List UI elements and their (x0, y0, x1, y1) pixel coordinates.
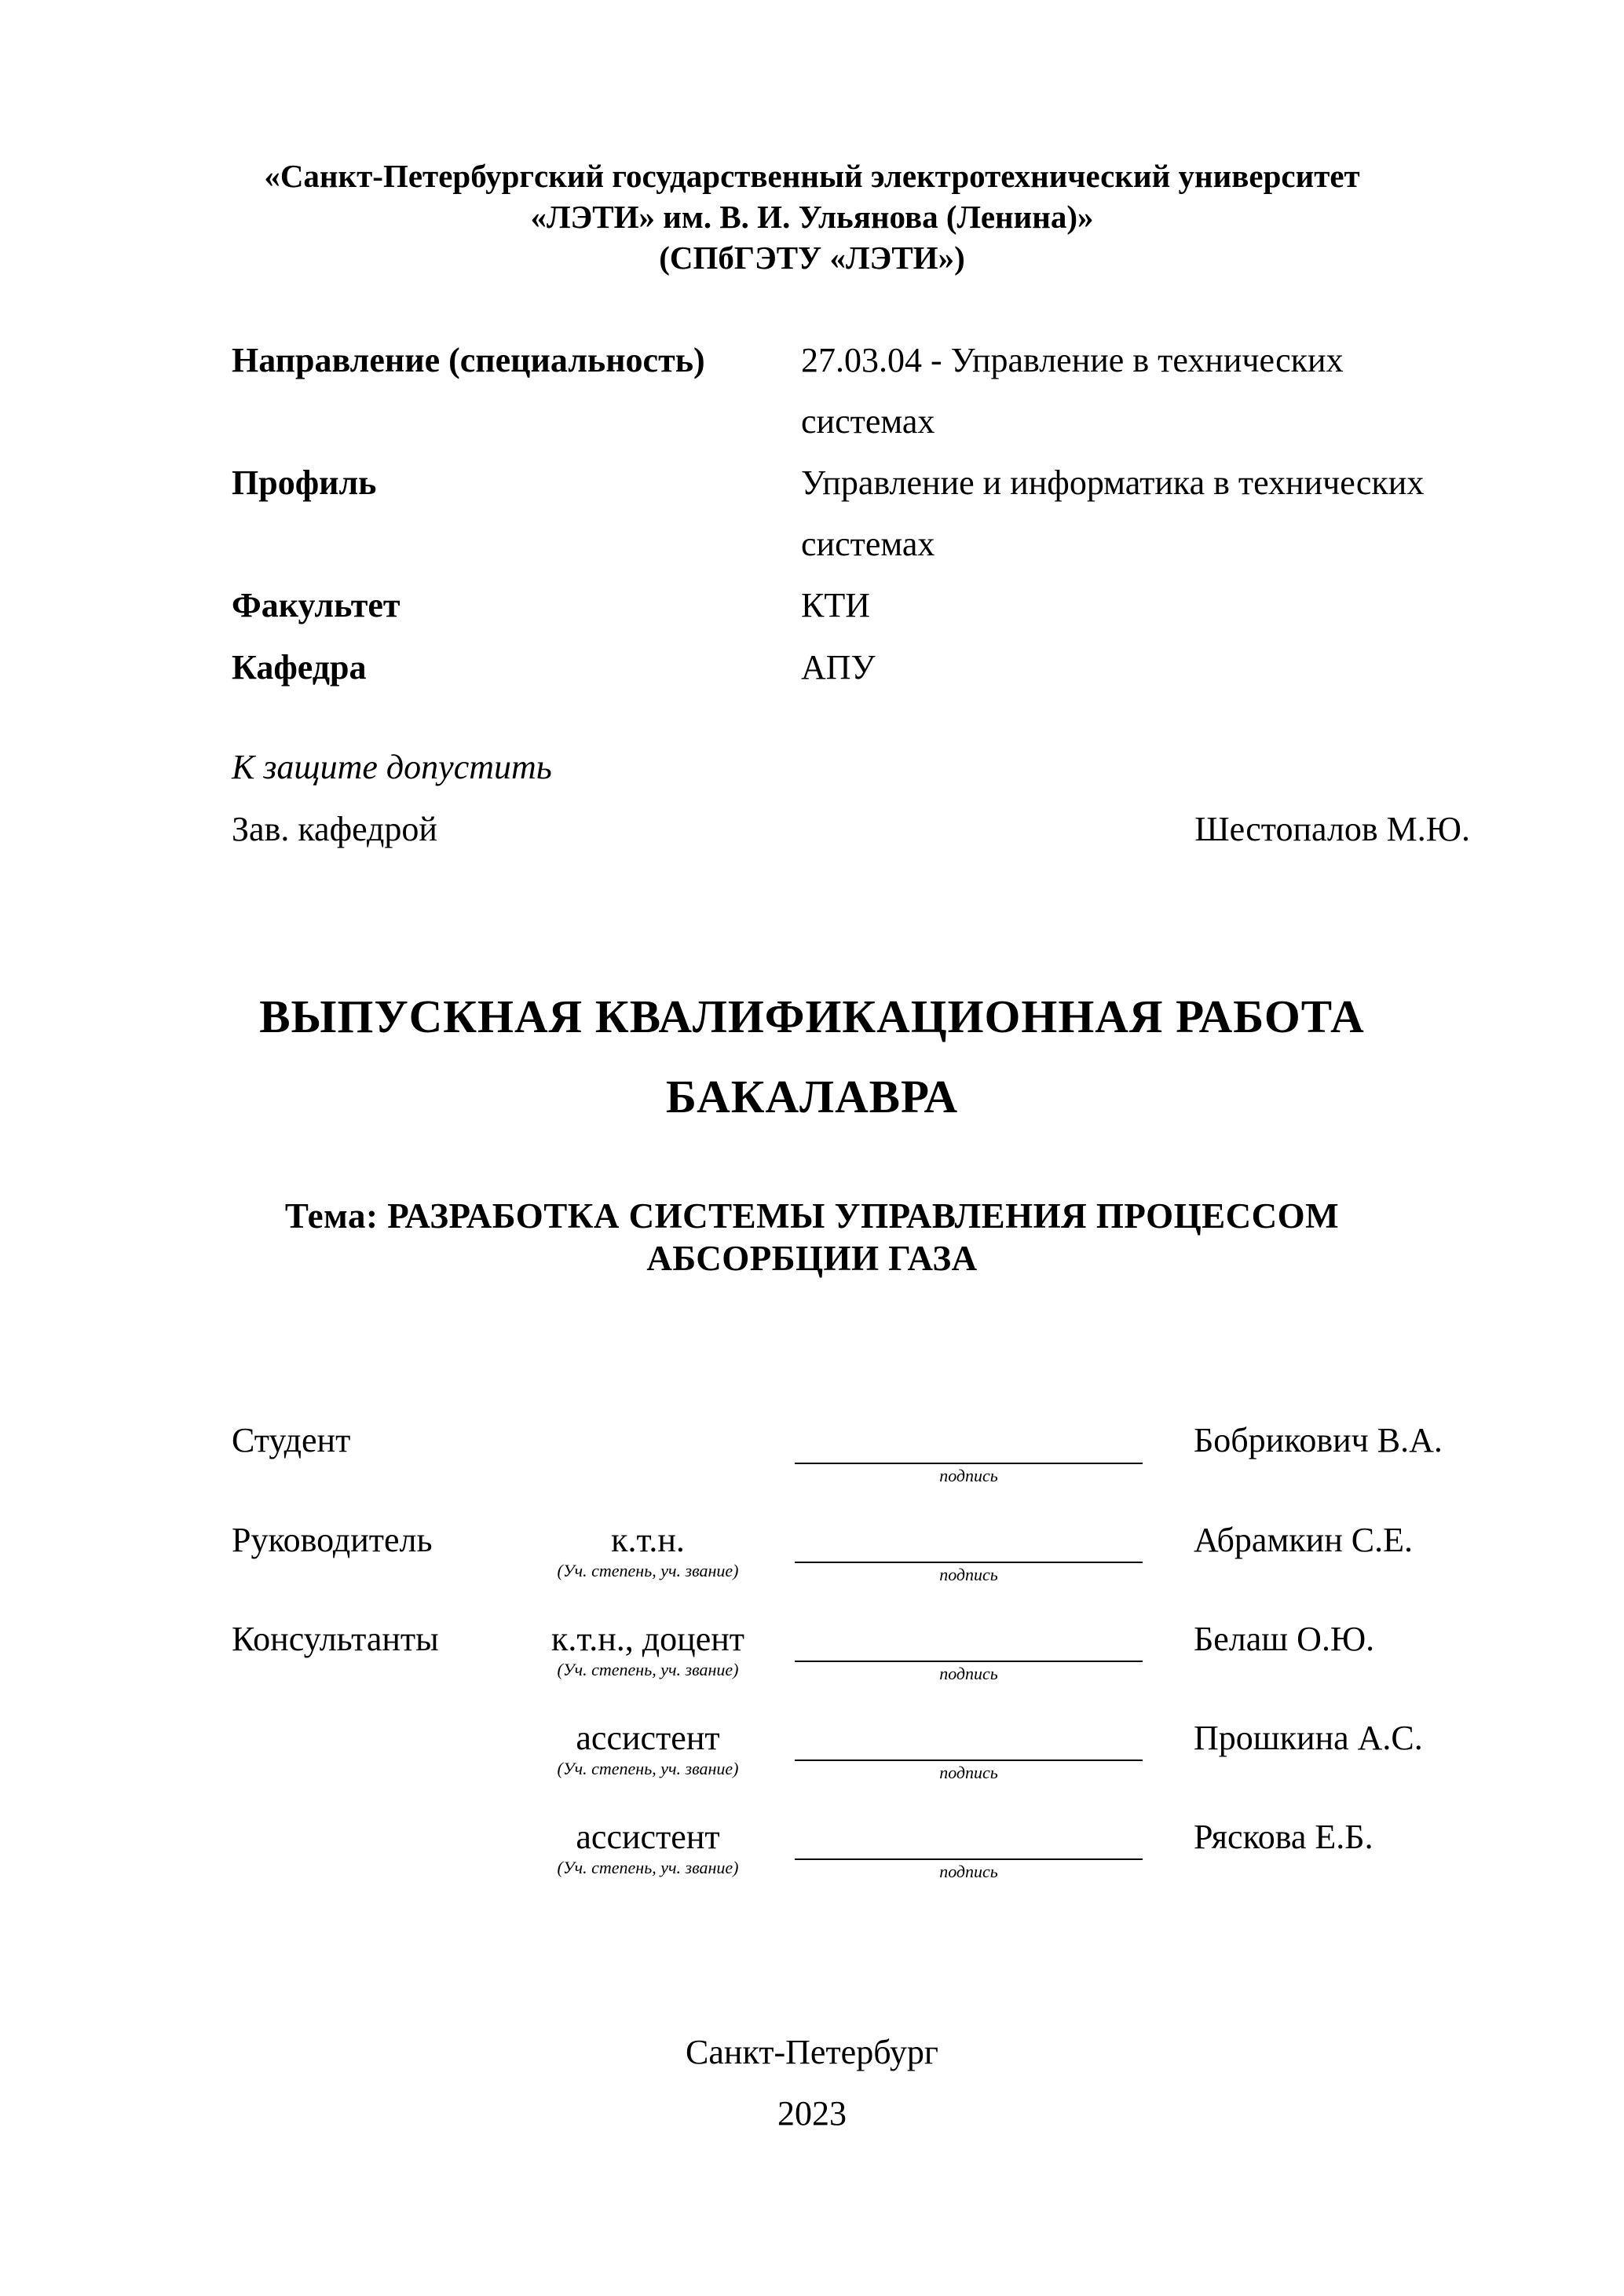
consultant-2-degree: ассистент (576, 1719, 720, 1757)
head-of-department-label: Зав. кафедрой (232, 810, 437, 848)
university-name-line-2: «ЛЭТИ» им. В. И. Ульянова (Ленина)» (530, 199, 1094, 235)
consultant-3-name: Ряскова Е.Б. (1194, 1818, 1373, 1856)
consultant-3-signature-line (795, 1858, 1143, 1860)
student-signature-caption: подпись (939, 1466, 998, 1485)
direction-value-line-1: 27.03.04 - Управление в технических (801, 341, 1344, 379)
supervisor-signature-caption: подпись (939, 1565, 998, 1584)
student-signature-line (795, 1463, 1143, 1464)
consultant-1-name: Белаш О.Ю. (1194, 1620, 1375, 1658)
direction-value-line-2: системах (801, 402, 935, 441)
consultant-3-degree: ассистент (576, 1818, 720, 1856)
department-value: АПУ (801, 648, 876, 687)
department-label: Кафедра (232, 648, 367, 687)
student-name: Бобрикович В.А. (1194, 1421, 1443, 1459)
consultant-3-signature-caption: подпись (939, 1862, 998, 1881)
document-title-line-1: ВЫПУСКНАЯ КВАЛИФИКАЦИОННАЯ РАБОТА (259, 991, 1365, 1042)
faculty-label: Факультет (232, 586, 401, 624)
profile-label: Профиль (232, 463, 377, 502)
city: Санкт-Петербург (686, 2033, 938, 2071)
consultant-2-degree-caption: (Уч. степень, уч. звание) (557, 1759, 739, 1778)
university-name-line-1: «Санкт-Петербургский государственный электротехнический университет (264, 158, 1360, 194)
supervisor-signature-line (795, 1562, 1143, 1563)
consultant-2-name: Прошкина А.С. (1194, 1719, 1423, 1757)
faculty-value: КТИ (801, 586, 870, 624)
consultant-3-degree-caption: (Уч. степень, уч. звание) (557, 1858, 739, 1877)
head-of-department-name: Шестопалов М.Ю. (1194, 810, 1470, 848)
consultant-1-degree-caption: (Уч. степень, уч. звание) (557, 1660, 739, 1679)
university-abbreviation: (СПбГЭТУ «ЛЭТИ») (659, 240, 965, 276)
defense-approval-text: К защите допустить (232, 748, 552, 786)
consultant-1-signature-caption: подпись (939, 1664, 998, 1683)
topic-line-2: АБСОРБЦИИ ГАЗА (646, 1239, 978, 1278)
consultant-1-degree: к.т.н., доцент (550, 1620, 745, 1658)
consultants-role: Консультанты (232, 1620, 439, 1658)
supervisor-role: Руководитель (232, 1521, 433, 1559)
supervisor-degree: к.т.н. (611, 1521, 685, 1559)
topic-line-1: Тема: РАЗРАБОТКА СИСТЕМЫ УПРАВЛЕНИЯ ПРОЦЕССОМ (284, 1196, 1340, 1236)
consultant-2-signature-caption: подпись (939, 1763, 998, 1782)
supervisor-degree-caption: (Уч. степень, уч. звание) (557, 1561, 739, 1580)
consultant-1-signature-line (795, 1661, 1143, 1662)
supervisor-name: Абрамкин С.Е. (1194, 1521, 1413, 1559)
consultant-2-signature-line (795, 1760, 1143, 1761)
document-title-line-2: БАКАЛАВРА (665, 1071, 959, 1122)
direction-label: Направление (специальность) (232, 341, 705, 379)
profile-value-line-2: системах (801, 525, 935, 563)
student-role: Студент (232, 1421, 351, 1459)
year: 2023 (777, 2094, 847, 2133)
profile-value-line-1: Управление и информатика в технических (801, 463, 1425, 502)
